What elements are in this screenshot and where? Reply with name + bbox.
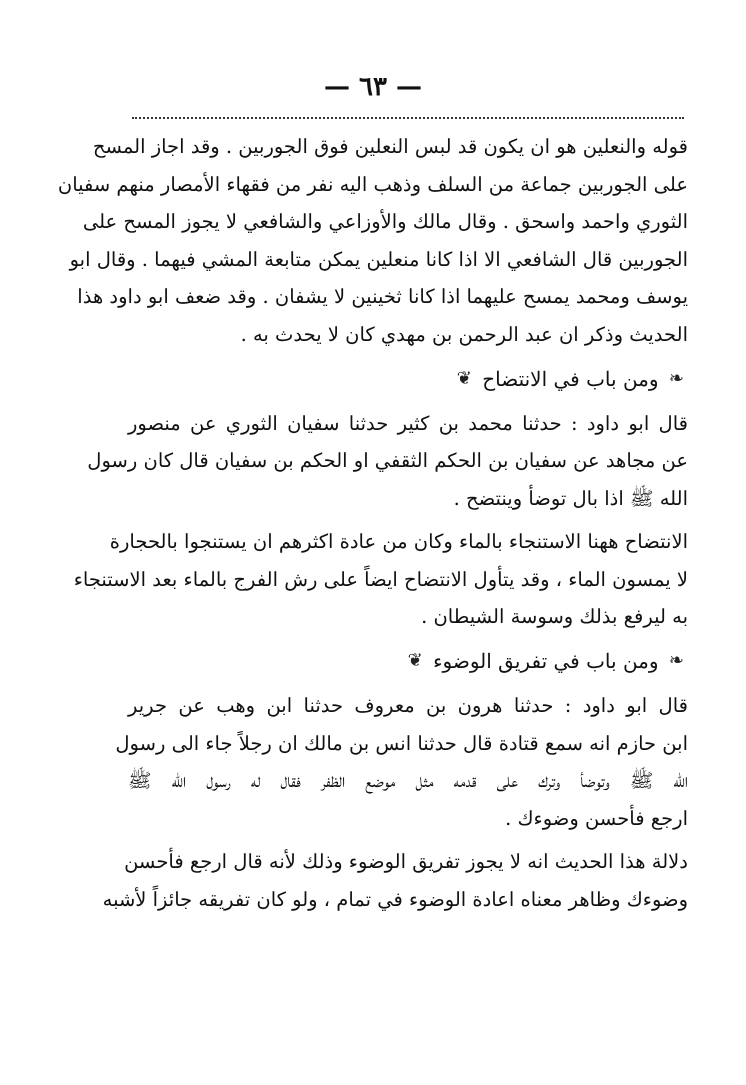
commentary-intidah bbox=[73, 523, 688, 636]
text-line: الله ﷺ اذا بال توضأ وينتضح . bbox=[453, 486, 688, 510]
chapter-heading-tafriq bbox=[128, 640, 688, 682]
header-dotted-rule bbox=[132, 117, 684, 119]
text-line: الجوربين قال الشافعي الا اذا كانا منعلين يمكن متابعة المشي فيهما . وقال ابو bbox=[69, 247, 688, 271]
text-line: الثوري واحمد واسحق . وقال مالك والأوزاعي والشافعي لا يجوز المسح على bbox=[82, 210, 688, 233]
text-line: عن مجاهد عن سفيان بن الحكم الثقفي او الحكم بن سفيان قال كان رسول bbox=[87, 449, 688, 472]
text-line: ارجع فأحسن وضوءك . bbox=[505, 806, 688, 830]
commentary-tafriq bbox=[102, 843, 688, 918]
ornament-right-icon: ❧ bbox=[668, 367, 684, 389]
text-line: به ليرفع بذلك وسوسة الشيطان . bbox=[421, 605, 688, 628]
hadith-tafriq bbox=[115, 687, 688, 837]
text-line: الله ﷺ وتوضأ وترك على قدمه مثل موضع الظفر فقال له رسول الله ﷺ bbox=[128, 769, 688, 792]
text-line: يوسف ومحمد يمسح عليهما اذا كانا ثخينين لا يشفان . وقد ضعف ابو داود هذا bbox=[77, 285, 688, 308]
ornament-right-icon: ❧ bbox=[668, 650, 684, 671]
chapter-heading-intidah bbox=[128, 357, 688, 399]
text-line: لا يمسون الماء ، وقد يتأول الانتضاح ايضاً على رش الفرج بالماء بعد الاستنجاء bbox=[73, 567, 688, 591]
text-line: قال ابو داود : حدثنا هرون بن معروف حدثنا ابن وهب عن جرير bbox=[128, 694, 688, 717]
section-commentary-opening bbox=[57, 128, 688, 353]
page-number: — ٦٣ — bbox=[323, 72, 423, 102]
text-line: قال ابو داود : حدثنا محمد بن كثير حدثنا سفيان الثوري عن منصور bbox=[128, 411, 688, 435]
ornament-left-icon: ❦ bbox=[456, 367, 472, 389]
chapter-heading-text: ومن باب في تفريق الوضوء bbox=[433, 649, 659, 673]
body-text bbox=[57, 128, 688, 918]
hadith-intidah bbox=[87, 405, 688, 518]
text-line: دلالة هذا الحديث انه لا يجوز تفريق الوضوء وذلك لأنه قال ارجع فأحسن bbox=[124, 850, 688, 873]
text-line: على الجوربين جماعة من السلف وذهب اليه نفر من فقهاء الأمصار منهم سفيان bbox=[57, 172, 688, 196]
chapter-heading-text: ومن باب في الانتضاح bbox=[482, 366, 659, 391]
ornament-left-icon: ❦ bbox=[407, 650, 423, 671]
text-line: الحديث وذكر ان عبد الرحمن بن مهدي كان لا يحدث به . bbox=[240, 322, 688, 346]
text-line: قوله والنعلين هو ان يكون قد لبس النعلين فوق الجوربين . وقد اجاز المسح bbox=[92, 135, 688, 158]
text-line: وضوءك وظاهر معناه اعادة الوضوء في تمام ، ولو كان تفريقه جائزاً لأشبه bbox=[102, 887, 688, 911]
text-line: الانتضاح ههنا الاستنجاء بالماء وكان من عادة اكثرهم ان يستنجوا بالحجارة bbox=[109, 530, 688, 553]
text-line: ابن حازم انه سمع قتادة قال حدثنا انس بن مالك ان رجلاً جاء الى رسول bbox=[115, 731, 688, 755]
